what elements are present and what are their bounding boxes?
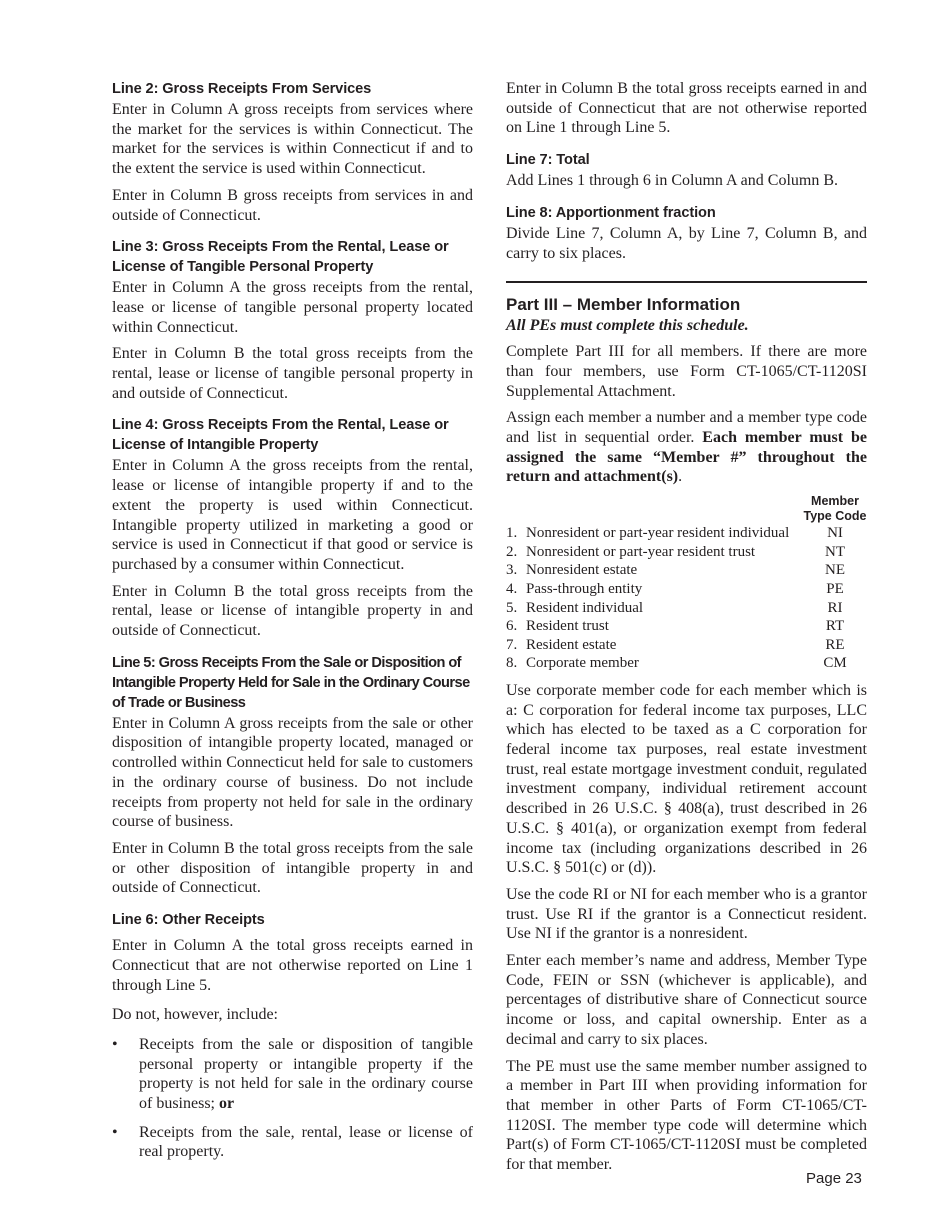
line2-section: [112, 79, 473, 225]
line6-paragraph-2: Do not, however, include:: [112, 1006, 278, 1024]
line5-paragraph-1: Enter in Column A gross receipts from the sale or other disposition of intangible property located, managed or controlled within Connecticut held for sale to customers in the ordinary course of business. Do not include receipts from property not held for sale in the ordinary course of business.: [112, 714, 473, 831]
part3-paragraph-3: Use corporate member code for each member which is a: C corporation for federal income tax purposes, LLC which has elected to be taxed as a C corporation for federal income tax purposes, real estate investment trust, real estate mortgage investment conduit, regulated investment company, individual retirement account described in 26 U.S.C. § 408(a), trust described in 26 U.S.C. § 401(a), or organization exempt from federal income tax (including organizations described in 26 U.S.C. § 501(c) or (d)).: [506, 681, 867, 877]
row-number: 6.: [506, 618, 518, 635]
row-code: RI: [827, 599, 843, 616]
line8-heading: Line 8: Apportionment fraction: [506, 204, 716, 221]
row-label: Pass-through entity: [526, 580, 643, 597]
list-item: [112, 1123, 473, 1162]
row-number: 2.: [506, 543, 518, 560]
line6-section: [112, 910, 473, 1162]
row-code: PE: [826, 580, 844, 597]
row-label: Nonresident or part-year resident trust: [526, 543, 756, 560]
bullet-icon: •: [112, 1123, 118, 1141]
table-row: [506, 599, 867, 618]
part3-section: [506, 294, 867, 1175]
row-number: 1.: [506, 525, 518, 542]
table-header-row: [506, 494, 867, 524]
header-line-2: Type Code: [803, 509, 867, 524]
bullet-icon: •: [112, 1035, 118, 1053]
line6-continued-paragraph: Enter in Column B the total gross receipts earned in and outside of Connecticut that are not otherwise reported on Line 1 through Line 5.: [506, 80, 867, 137]
member-type-code-header: [803, 494, 867, 524]
line6-continued-section: [506, 79, 867, 138]
line5-heading: Line 5: Gross Receipts From the Sale or Disposition of Intangible Property Held for Sale in the Ordinary Course of Trade or Business: [112, 654, 470, 711]
part3-paragraph-4: Use the code RI or NI for each member who is a grantor trust. Use RI if the grantor is a Connecticut resident. Use NI if the grantor is a nonresident.: [506, 885, 867, 943]
row-label: Nonresident or part-year resident individual: [526, 525, 790, 542]
table-row: [506, 636, 867, 655]
row-code: RT: [825, 618, 845, 635]
row-number: 8.: [506, 655, 518, 672]
bullet-1-text: Receipts from the sale or disposition of tangible personal property or intangible property if the property is not held for sale in the ordinary course of business;: [139, 1035, 473, 1113]
part3-paragraph-2-text: Assign each member a number and a member type code and list in sequential order.: [506, 409, 867, 447]
bullet-1-bold-word: or: [219, 1095, 235, 1113]
row-label: Corporate member: [526, 655, 639, 672]
part3-paragraph-1: Complete Part III for all members. If there are more than four members, use Form CT-1065/CT-1120SI Supplemental Attachment.: [506, 343, 867, 400]
line2-paragraph-1: Enter in Column A gross receipts from services where the market for the services is within Connecticut. The market for the services is within Connecticut if and to the extent the service is used within Connecticut.: [112, 101, 473, 178]
row-label: Nonresident estate: [526, 562, 638, 579]
row-number: 4.: [506, 580, 518, 597]
line6-heading: Line 6: Other Receipts: [112, 912, 265, 929]
right-column: [506, 79, 867, 1182]
line3-paragraph-1: Enter in Column A the gross receipts from the rental, lease or license of tangible personal property located within Connecticut.: [112, 279, 473, 336]
line7-paragraph: Add Lines 1 through 6 in Column A and Column B.: [506, 172, 839, 190]
line4-section: [112, 415, 473, 640]
row-number: 7.: [506, 636, 518, 653]
part3-subtitle: All PEs must complete this schedule.: [506, 317, 749, 335]
page-number: Page 23: [806, 1170, 862, 1187]
member-type-code-table: [506, 494, 867, 673]
part3-paragraph-2-bold: Each member must be assigned the same “Member #” throughout the return and attachment(s): [506, 429, 867, 486]
part3-paragraph-2-end: .: [678, 468, 683, 486]
line8-paragraph: Divide Line 7, Column A, by Line 7, Column B, and carry to six places.: [506, 224, 867, 262]
part3-paragraph-6: The PE must use the same member number assigned to a member in Part III when providing information for that member in other Parts of Form CT-1065/CT-1120SI. The member type code will determine which Part(s) of Form CT-1065/CT-1120SI must be completed for that member.: [506, 1057, 867, 1174]
section-divider: [506, 281, 867, 283]
table-row: [506, 524, 867, 543]
table-row: [506, 654, 867, 673]
line7-heading: Line 7: Total: [506, 152, 590, 169]
line7-section: [506, 150, 867, 191]
row-label: Resident estate: [526, 636, 617, 653]
line3-section: [112, 237, 473, 403]
table-row: [506, 543, 867, 562]
line5-paragraph-2: Enter in Column B the total gross receipts from the sale or other disposition of intangible property in and outside of Connecticut.: [112, 839, 473, 897]
list-item: [112, 1035, 473, 1114]
bullet-2-text: Receipts from the sale, rental, lease or license of real property.: [139, 1123, 473, 1161]
row-code: NT: [825, 543, 845, 560]
row-code: RE: [825, 636, 845, 653]
line4-paragraph-2: Enter in Column B the total gross receipts from the rental, lease or license of intangible property in and outside of Connecticut.: [112, 582, 473, 640]
row-number: 5.: [506, 599, 518, 616]
part3-title: Part III – Member Information: [506, 295, 741, 315]
line2-heading: Line 2: Gross Receipts From Services: [112, 81, 372, 97]
line5-section: [112, 653, 473, 898]
line6-paragraph-1: Enter in Column A the total gross receipts earned in Connecticut that are not otherwise reported on Line 1 through Line 5.: [112, 937, 473, 994]
left-column: [112, 79, 473, 1174]
line3-heading: Line 3: Gross Receipts From the Rental, Lease or License of Tangible Personal Property: [112, 239, 449, 276]
part3-paragraph-5: Enter each member’s name and address, Member Type Code, FEIN or SSN (whichever is applicable), and percentages of distributive share of Connecticut source income or loss, and capital ownership. Enter as a decimal and carry to six places.: [506, 952, 867, 1048]
row-code: NE: [825, 562, 845, 579]
table-row: [506, 617, 867, 636]
row-number: 3.: [506, 562, 518, 579]
row-code: CM: [823, 655, 847, 672]
line8-section: [506, 203, 867, 263]
exclusion-list: [112, 1035, 473, 1162]
line4-paragraph-1: Enter in Column A the gross receipts from the rental, lease or license of intangible property if and to the extent the property is used within Connecticut. Intangible property utilized in marketing a good or service is used in Connecticut if that good or service is purchased by a consumer within Connecticut.: [112, 457, 473, 573]
row-code: NI: [827, 525, 843, 542]
row-label: Resident individual: [526, 599, 644, 616]
table-row: [506, 580, 867, 599]
header-line-1: Member: [811, 494, 859, 509]
table-row: [506, 561, 867, 580]
line3-paragraph-2: Enter in Column B the total gross receipts from the rental, lease or license of tangible personal property in and outside of Connecticut.: [112, 345, 473, 402]
row-label: Resident trust: [526, 618, 609, 635]
line4-heading: Line 4: Gross Receipts From the Rental, Lease or License of Intangible Property: [112, 417, 449, 454]
part3-paragraph-2: [506, 408, 867, 487]
line2-paragraph-2: Enter in Column B gross receipts from services in and outside of Connecticut.: [112, 186, 473, 224]
